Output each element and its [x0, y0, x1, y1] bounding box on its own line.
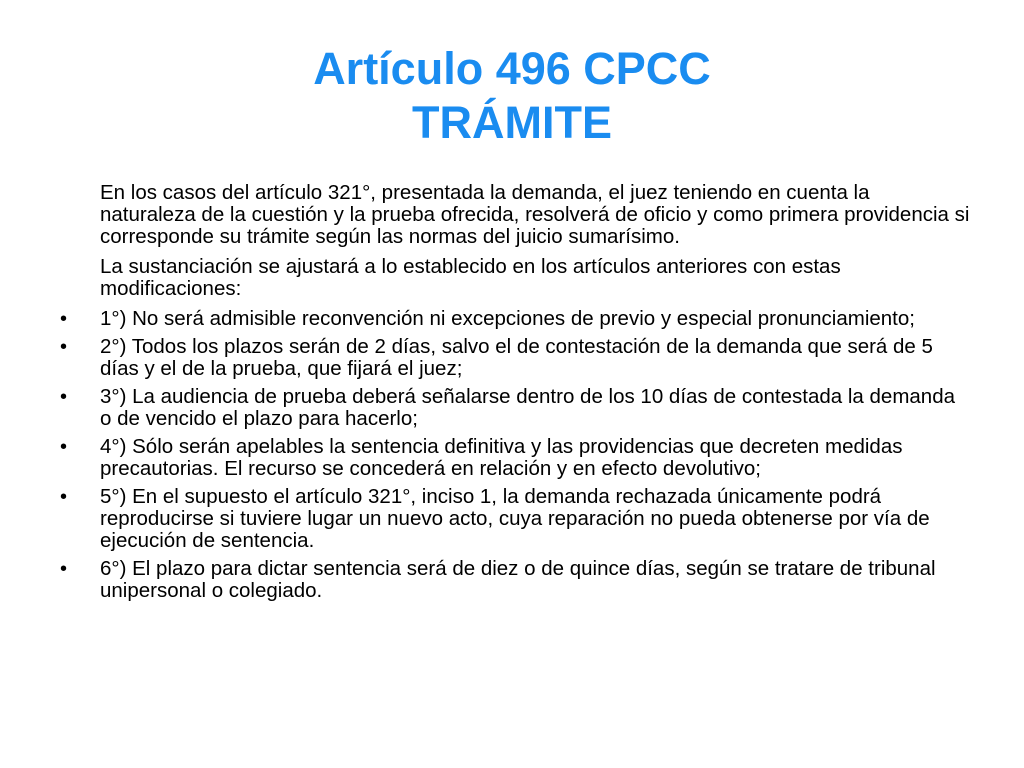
list-item	[60, 486, 970, 552]
list-item-text: 3°) La audiencia de prueba deberá señalarse dentro de los 10 días de contestada la demanda o de vencido el plazo para hacerlo;	[100, 385, 956, 430]
slide-title	[0, 42, 1024, 150]
bullet-icon: •	[60, 336, 68, 358]
list-item-text: 4°) Sólo serán apelables la sentencia definitiva y las providencias que decreten medidas precautorias. El recurso se concederá en relación y en efecto devolutivo;	[100, 435, 903, 480]
bullet-icon: •	[60, 486, 68, 508]
list-item	[60, 308, 970, 330]
list-item	[60, 436, 970, 480]
slide-body	[60, 182, 970, 608]
bullet-icon: •	[60, 558, 68, 580]
list-item	[60, 386, 970, 430]
list-item-text: 6°) El plazo para dictar sentencia será de diez o de quince días, según se tratare de tribunal unipersonal o colegiado.	[100, 557, 936, 602]
intro-paragraph: En los casos del artículo 321°, presentada la demanda, el juez teniendo en cuenta la naturaleza de la cuestión y la prueba ofrecida, resolverá de oficio y como primera providencia si corresponde su trámite según las normas del juicio sumarísimo.	[100, 181, 970, 248]
list-item	[60, 336, 970, 380]
list-item-text: 5°) En el supuesto el artículo 321°, inciso 1, la demanda rechazada únicamente podrá reproducirse si tuviere lugar un nuevo acto, cuya reparación no pueda obtenerse por vía de ejecución de sentencia.	[100, 485, 930, 552]
bullet-icon: •	[60, 386, 68, 408]
list-item	[60, 558, 970, 602]
bullet-icon: •	[60, 436, 68, 458]
title-line-2: TRÁMITE	[412, 97, 612, 148]
list-item-text: 2°) Todos los plazos serán de 2 días, salvo el de contestación de la demanda que será de 5 días y el de la prueba, que fijará el juez;	[100, 335, 933, 380]
bullet-icon: •	[60, 308, 68, 330]
modifications-paragraph: La sustanciación se ajustará a lo establecido en los artículos anteriores con estas modificaciones:	[100, 255, 841, 300]
title-line-1: Artículo 496 CPCC	[313, 43, 711, 94]
list-item-text: 1°) No será admisible reconvención ni excepciones de previo y especial pronunciamiento;	[100, 307, 915, 330]
